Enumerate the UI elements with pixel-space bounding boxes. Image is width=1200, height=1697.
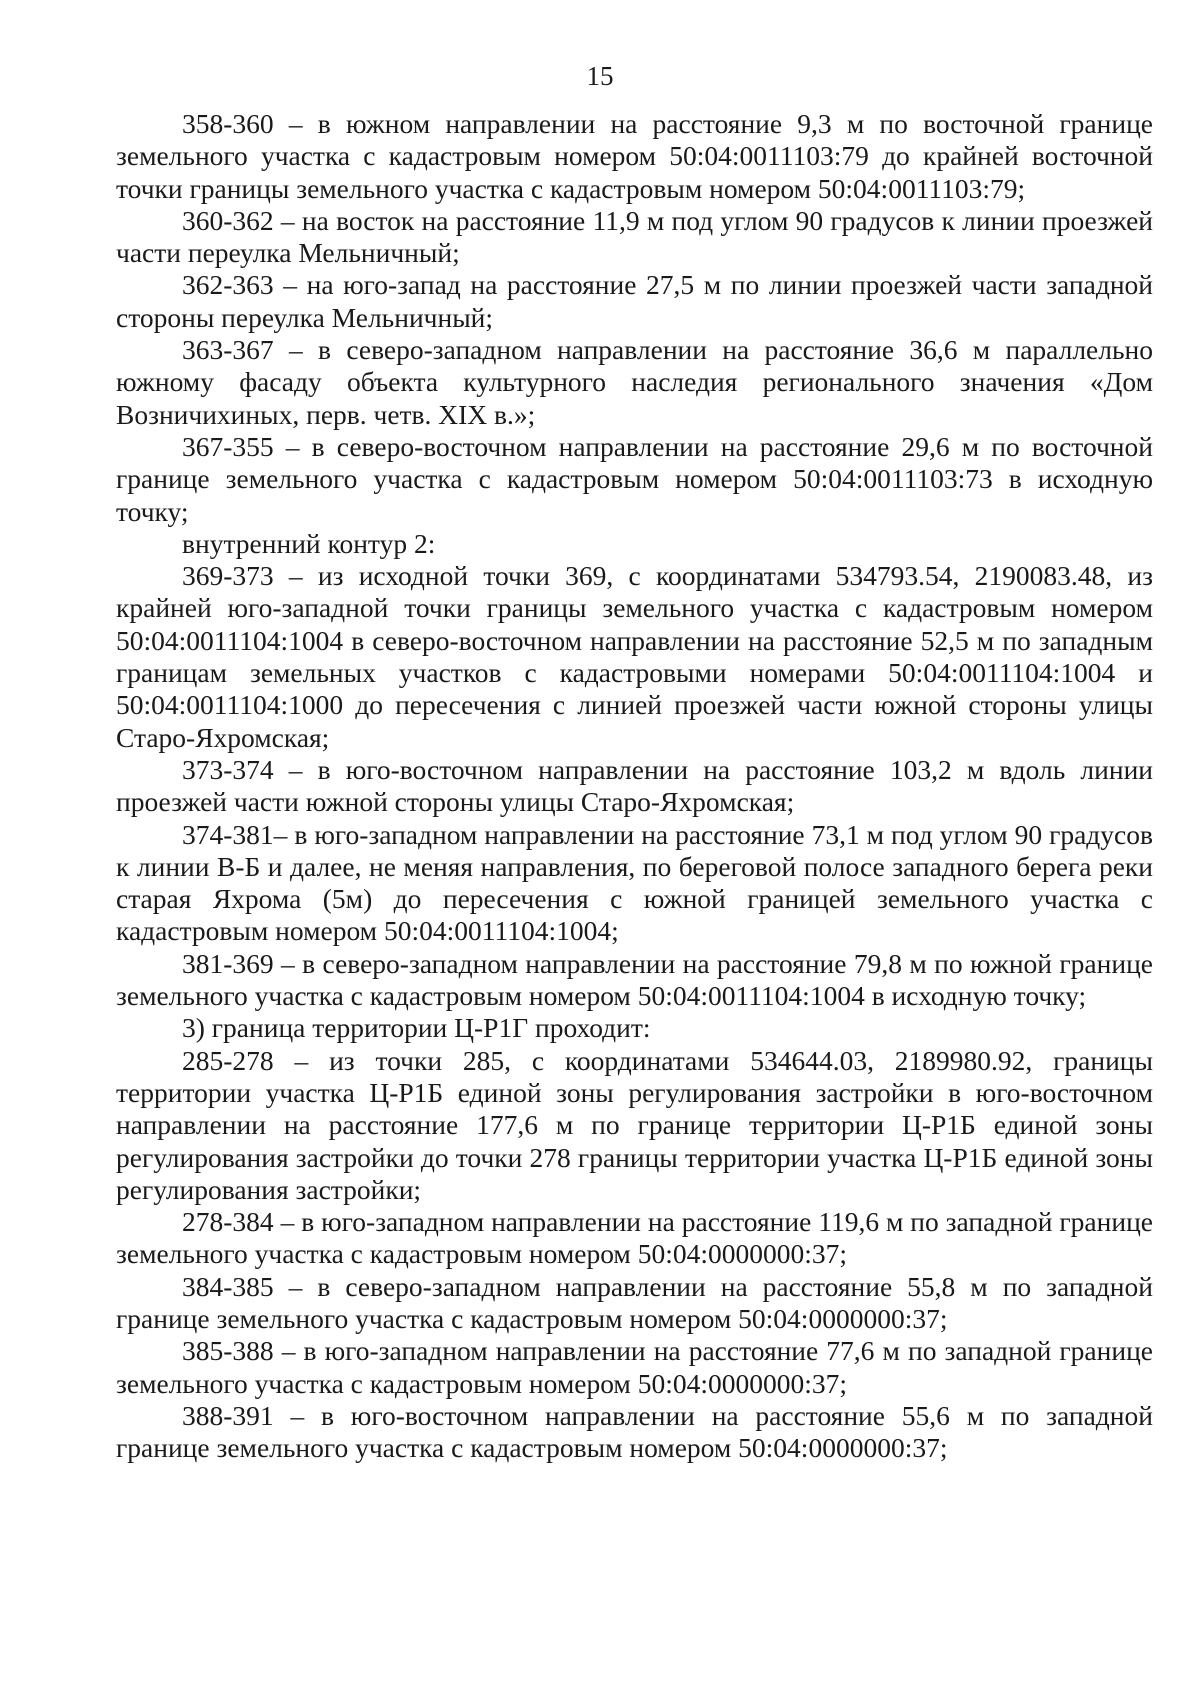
- paragraph-278-384: 278-384 – в юго-западном направлении на расстояние 119,6 м по западной границе земельного участка с кадастровым номером 50:04:0000000:37;: [116, 1206, 1153, 1270]
- paragraph-285-278: 285-278 – из точки 285, с координатами 534644.03, 2189980.92, границы территории участка Ц-Р1Б единой зоны регулирования застройки в юго-восточном направлении на расстояние 177,6 м по границе территории Ц-Р1Б единой зоны регулирования застройки до точки 278 границы территории участка Ц-Р1Б единой зоны регулирования застройки;: [116, 1044, 1153, 1205]
- paragraph-362-363: 362-363 – на юго-запад на расстояние 27,5 м по линии проезжей части западной стороны переулка Мельничный;: [116, 269, 1153, 333]
- page-number: 15: [586, 61, 614, 91]
- paragraph-360-362: 360-362 – на восток на расстояние 11,9 м под углом 90 градусов к линии проезжей части переулка Мельничный;: [116, 204, 1153, 269]
- paragraph-369-373: 369-373 – из исходной точки 369, с координатами 534793.54, 2190083.48, из крайней юго-западной точки границы земельного участка с кадастровым номером 50:04:0011104:1004 в северо-восточном направлении на расстояние 52,5 м по западным границам земельных участков с кадастровыми номерами 50:04:0011104:1004 и 50:04:0011104:1000 до пересечения с линией проезжей части южной стороны улицы Старо-Яхромская;: [116, 560, 1153, 753]
- paragraph-385-388: 385-388 – в юго-западном направлении на расстояние 77,6 м по западной границе земельного участка с кадастровым номером 50:04:0000000:37;: [116, 1335, 1153, 1399]
- paragraph-367-355: 367-355 – в северо-восточном направлении на расстояние 29,6 м по восточной границе земельного участка с кадастровым номером 50:04:0011103:73 в исходную точку;: [116, 430, 1153, 527]
- paragraph-373-374: 373-374 – в юго-восточном направлении на расстояние 103,2 м вдоль линии проезжей части южной стороны улицы Старо-Яхромская;: [116, 753, 1153, 818]
- document-body: [116, 108, 1153, 1464]
- paragraph-374-381: 374-381– в юго-западном направлении на расстояние 73,1 м под углом 90 градусов к линии В-Б и далее, не меняя направления, по береговой полосе западного берега реки старая Яхрома (5м) до пересечения с южной границей земельного участка с кадастровым номером 50:04:0011104:1004;: [116, 818, 1153, 947]
- paragraph-363-367: 363-367 – в северо-западном направлении на расстояние 36,6 м параллельно южному фасаду объекта культурного наследия регионального значения «Дом Возничихиных, перв. четв. XIX в.»;: [116, 334, 1153, 430]
- paragraph-384-385: 384-385 – в северо-западном направлении на расстояние 55,8 м по западной границе земельного участка с кадастровым номером 50:04:0000000:37;: [116, 1270, 1153, 1334]
- paragraph-388-391: 388-391 – в юго-восточном направлении на расстояние 55,6 м по западной границе земельного участка с кадастровым номером 50:04:0000000:37;: [116, 1399, 1153, 1464]
- paragraph-inner-contour-2: внутренний контур 2:: [182, 527, 436, 559]
- paragraph-381-369: 381-369 – в северо-западном направлении на расстояние 79,8 м по южной границе земельного участка с кадастровым номером 50:04:0011104:1004 в исходную точку;: [116, 947, 1153, 1012]
- paragraph-section-3-heading: 3) граница территории Ц-Р1Г проходит:: [182, 1012, 651, 1044]
- paragraph-358-360: 358-360 – в южном направлении на расстояние 9,3 м по восточной границе земельного участка с кадастровым номером 50:04:0011103:79 до крайней восточной точки границы земельного участка с кадастровым номером 50:04:0011103:79;: [116, 108, 1153, 204]
